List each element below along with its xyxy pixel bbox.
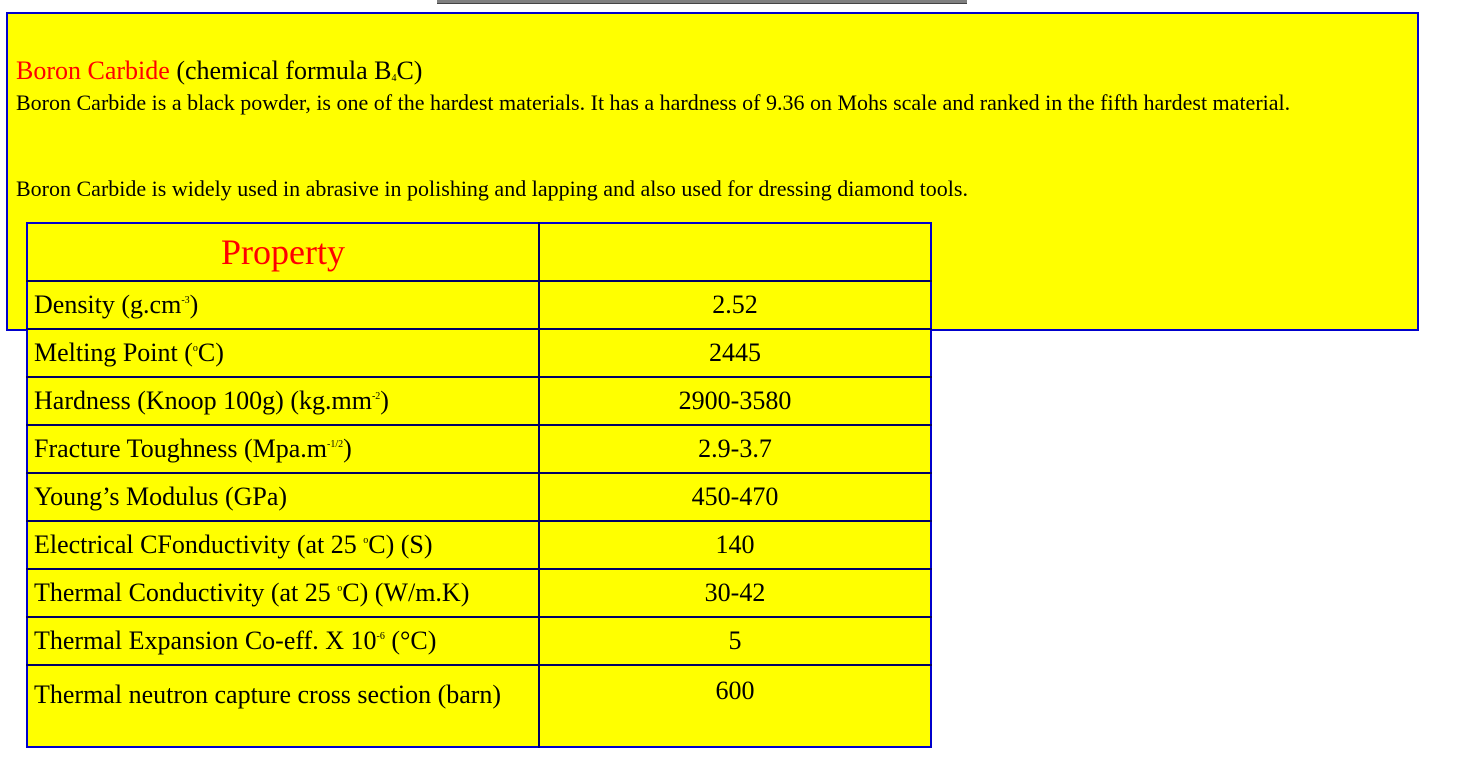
property-label: Hardness (Knoop 100g) (kg.mm xyxy=(34,386,372,415)
property-label-superscript: o xyxy=(337,583,343,594)
property-label-suffix: ) xyxy=(380,386,389,415)
property-label-superscript: -1/2 xyxy=(327,439,344,450)
table-row xyxy=(27,281,931,329)
table-row xyxy=(27,521,931,569)
description-paragraph: Boron Carbide is a black powder, is one of the hardest materials. It has a hardness of 9.36 on Mohs scale and ranked in the fifth hardest material. xyxy=(16,90,1291,115)
property-label-superscript: -6 xyxy=(376,631,385,642)
property-label: Thermal neutron capture cross section (barn) xyxy=(34,680,502,709)
property-value-cell: 5 xyxy=(539,617,931,665)
property-label-suffix: C) (W/m.K) xyxy=(342,578,470,607)
property-value-cell: 30-42 xyxy=(539,569,931,617)
property-label-superscript: o xyxy=(363,535,369,546)
property-label-superscript: o xyxy=(192,343,198,354)
property-label: Electrical CFonductivity (at 25 xyxy=(34,530,364,559)
property-label-suffix: C) xyxy=(197,338,224,367)
property-label-suffix: ) xyxy=(189,290,199,319)
property-label-cell xyxy=(27,377,539,425)
property-label-superscript: -3 xyxy=(181,295,190,306)
property-value-cell: 140 xyxy=(539,521,931,569)
property-value-cell: 2.52 xyxy=(539,281,931,329)
property-label: Thermal Conductivity (at 25 xyxy=(34,578,338,607)
property-label-cell xyxy=(27,281,539,329)
formula-suffix: C) xyxy=(396,56,423,85)
property-label-cell xyxy=(27,473,539,521)
header-value-cell xyxy=(539,223,931,281)
table-row xyxy=(27,377,931,425)
property-label: Melting Point ( xyxy=(34,338,193,367)
property-label-suffix: ) xyxy=(343,434,352,463)
property-label-cell xyxy=(27,569,539,617)
usage-paragraph: Boron Carbide is widely used in abrasive in polishing and lapping and also used for dressing diamond tools. xyxy=(16,176,968,201)
header-property-label: Property xyxy=(221,232,345,272)
table-header-row xyxy=(27,223,931,281)
property-value-cell: 450-470 xyxy=(539,473,931,521)
property-label-cell xyxy=(27,665,539,747)
formula-prefix: (chemical formula B xyxy=(169,56,392,85)
table-row xyxy=(27,425,931,473)
table-row xyxy=(27,617,931,665)
table-row xyxy=(27,329,931,377)
top-divider-bar xyxy=(437,0,967,4)
property-label: Thermal Expansion Co-eff. X 10 xyxy=(34,626,377,655)
property-label-cell xyxy=(27,521,539,569)
property-value-cell: 2445 xyxy=(539,329,931,377)
table-row xyxy=(27,569,931,617)
material-name: Boron Carbide xyxy=(16,56,170,85)
property-label: Fracture Toughness (Mpa.m xyxy=(34,434,328,463)
property-label-superscript: -2 xyxy=(371,391,381,402)
property-label-cell xyxy=(27,425,539,473)
table-row xyxy=(27,473,931,521)
property-label-cell xyxy=(27,329,539,377)
formula-subscript: 4 xyxy=(391,73,397,84)
table-row xyxy=(27,665,931,747)
property-value-cell: 600 xyxy=(539,665,931,747)
property-label-cell xyxy=(27,617,539,665)
property-label: Density (g.cm xyxy=(34,290,182,319)
property-value-cell: 2.9-3.7 xyxy=(539,425,931,473)
property-label-suffix: (°C) xyxy=(384,626,437,655)
property-table xyxy=(26,222,932,748)
property-value-cell: 2900-3580 xyxy=(539,377,931,425)
property-label: Young’s Modulus (GPa) xyxy=(34,482,288,511)
header-property-cell xyxy=(27,223,539,281)
property-label-suffix: C) (S) xyxy=(368,530,433,559)
